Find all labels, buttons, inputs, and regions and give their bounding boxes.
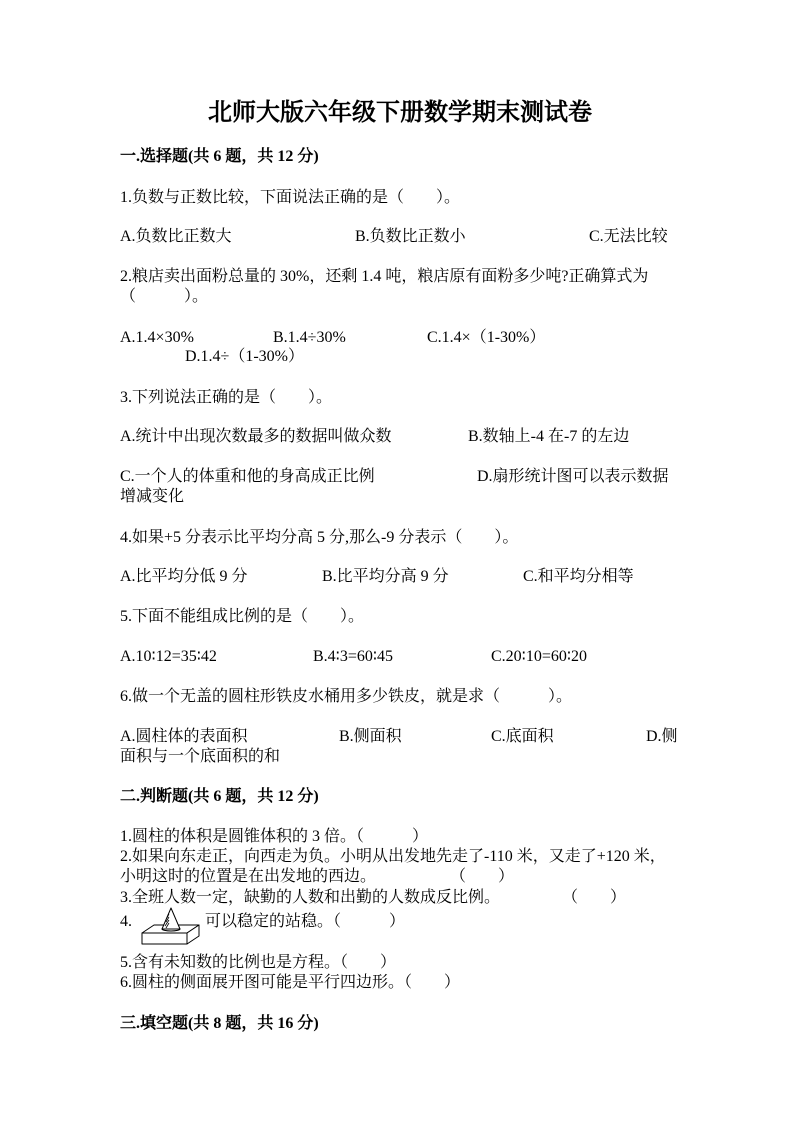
option-b: B.数轴上-4 在-7 的左边 bbox=[468, 428, 630, 445]
option-d: D.1.4÷（1-30%） bbox=[185, 348, 304, 365]
option-a: A.1.4×30% bbox=[120, 329, 194, 346]
judge-item-text: 可以稳定的站稳。（ ） bbox=[205, 913, 406, 930]
option-a: A.统计中出现次数最多的数据叫做众数 bbox=[120, 428, 392, 445]
option-d-continued: 面积与一个底面积的和 bbox=[120, 748, 281, 765]
option-a: A.圆柱体的表面积 bbox=[120, 728, 248, 745]
judge-item-text-continued: 小明这时的位置是在出发地的西边。 bbox=[120, 868, 377, 885]
option-c: C.一个人的体重和他的身高成正比例 bbox=[120, 468, 375, 485]
option-a: A.负数比正数大 bbox=[120, 228, 232, 245]
question-stem: 5.下面不能组成比例的是（ ）。 bbox=[120, 608, 365, 625]
option-d-continued: 增减变化 bbox=[120, 488, 185, 505]
question-stem-continued: （ ）。 bbox=[120, 288, 209, 305]
judge-item-6: 6.圆柱的侧面展开图可能是平行四边形。（ ） bbox=[120, 974, 461, 991]
question-stem: 6.做一个无盖的圆柱形铁皮水桶用多少铁皮，就是求（ ）。 bbox=[120, 688, 573, 705]
judge-item-1: 1.圆柱的体积是圆锥体积的 3 倍。（ ） bbox=[120, 828, 429, 845]
option-a: A.比平均分低 9 分 bbox=[120, 568, 248, 585]
question-stem: 3.下列说法正确的是（ ）。 bbox=[120, 389, 333, 406]
option-d: D.侧 bbox=[646, 728, 678, 745]
option-b: B.4∶3=60∶45 bbox=[313, 648, 394, 665]
page-title: 北师大版六年级下册数学期末测试卷 bbox=[208, 100, 592, 126]
question-stem: 4.如果+5 分表示比平均分高 5 分,那么-9 分表示（ ）。 bbox=[120, 529, 519, 546]
block-front-face bbox=[142, 933, 187, 944]
judge-item-text: 2.如果向东走正，向西走为负。小明从出发地先走了-110 米，又走了+120 米， bbox=[120, 848, 666, 865]
section-header-judge: 二.判断题(共 6 题，共 12 分) bbox=[120, 788, 319, 805]
judge-item-text: 3.全班人数一定，缺勤的人数和出勤的人数成反比例。 bbox=[120, 889, 501, 906]
section-header-fill: 三.填空题(共 8 题，共 16 分) bbox=[120, 1015, 319, 1032]
section-header-choice: 一.选择题(共 6 题，共 12 分) bbox=[120, 148, 319, 165]
option-c: C.和平均分相等 bbox=[523, 568, 634, 585]
option-b: B.比平均分高 9 分 bbox=[322, 568, 449, 585]
option-a: A.10∶12=35∶42 bbox=[120, 648, 217, 665]
cone-on-block-figure bbox=[140, 906, 202, 946]
question-stem: 1.负数与正数比较，下面说法正确的是（ ）。 bbox=[120, 189, 461, 206]
question-stem: 2.粮店卖出面粉总量的 30%，还剩 1.4 吨，粮店原有面粉多少吨?正确算式为 bbox=[120, 268, 649, 285]
option-b: B.负数比正数小 bbox=[355, 228, 466, 245]
answer-blank: （ ） bbox=[450, 868, 515, 885]
option-d: D.扇形统计图可以表示数据 bbox=[477, 468, 669, 485]
answer-blank: （ ） bbox=[562, 889, 627, 906]
option-c: C.底面积 bbox=[491, 728, 554, 745]
cone-shape bbox=[162, 908, 180, 931]
option-c: C.20∶10=60∶20 bbox=[491, 648, 588, 665]
option-c: C.无法比较 bbox=[589, 228, 668, 245]
option-b: B.侧面积 bbox=[339, 728, 402, 745]
judge-item-number: 4. bbox=[120, 913, 132, 930]
option-b: B.1.4÷30% bbox=[273, 329, 346, 346]
cone-body bbox=[162, 908, 180, 929]
option-c: C.1.4×（1-30%） bbox=[427, 329, 546, 346]
judge-item-5: 5.含有未知数的比例也是方程。（ ） bbox=[120, 954, 397, 971]
